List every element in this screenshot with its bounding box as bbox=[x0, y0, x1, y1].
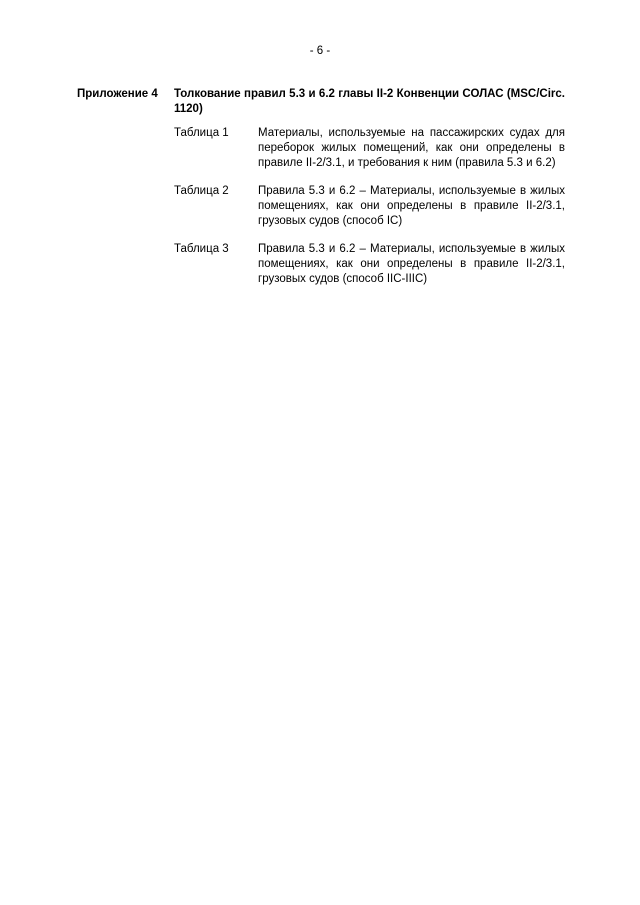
page-number: - 6 - bbox=[309, 45, 331, 57]
table-entry-3 bbox=[174, 242, 565, 287]
table-description: Правила 5.3 и 6.2 – Материалы, используемые в жилых помещениях, как они определены в правиле II-2/3.1, грузовых судов (способ IC) bbox=[258, 185, 565, 227]
table-entry-1 bbox=[174, 126, 565, 171]
table-list bbox=[174, 126, 565, 300]
annex-label: Приложение 4 bbox=[77, 88, 158, 100]
table-label: Таблица 1 bbox=[174, 127, 229, 139]
table-description: Правила 5.3 и 6.2 – Материалы, используемые в жилых помещениях, как они определены в правиле II-2/3.1, грузовых судов (способ IIC-IIIC) bbox=[258, 243, 565, 285]
annex-title: Толкование правил 5.3 и 6.2 главы II-2 Конвенции СОЛАС (MSC/Circ. 1120) bbox=[174, 88, 565, 115]
table-label: Таблица 2 bbox=[174, 185, 229, 197]
table-label: Таблица 3 bbox=[174, 243, 229, 255]
table-entry-2 bbox=[174, 184, 565, 229]
table-description: Материалы, используемые на пассажирских судах для переборок жилых помещений, как они определены в правиле II-2/3.1, и требования к ним (правила 5.3 и 6.2) bbox=[258, 127, 565, 169]
annex-row bbox=[77, 87, 565, 117]
annex-heading bbox=[77, 87, 565, 117]
